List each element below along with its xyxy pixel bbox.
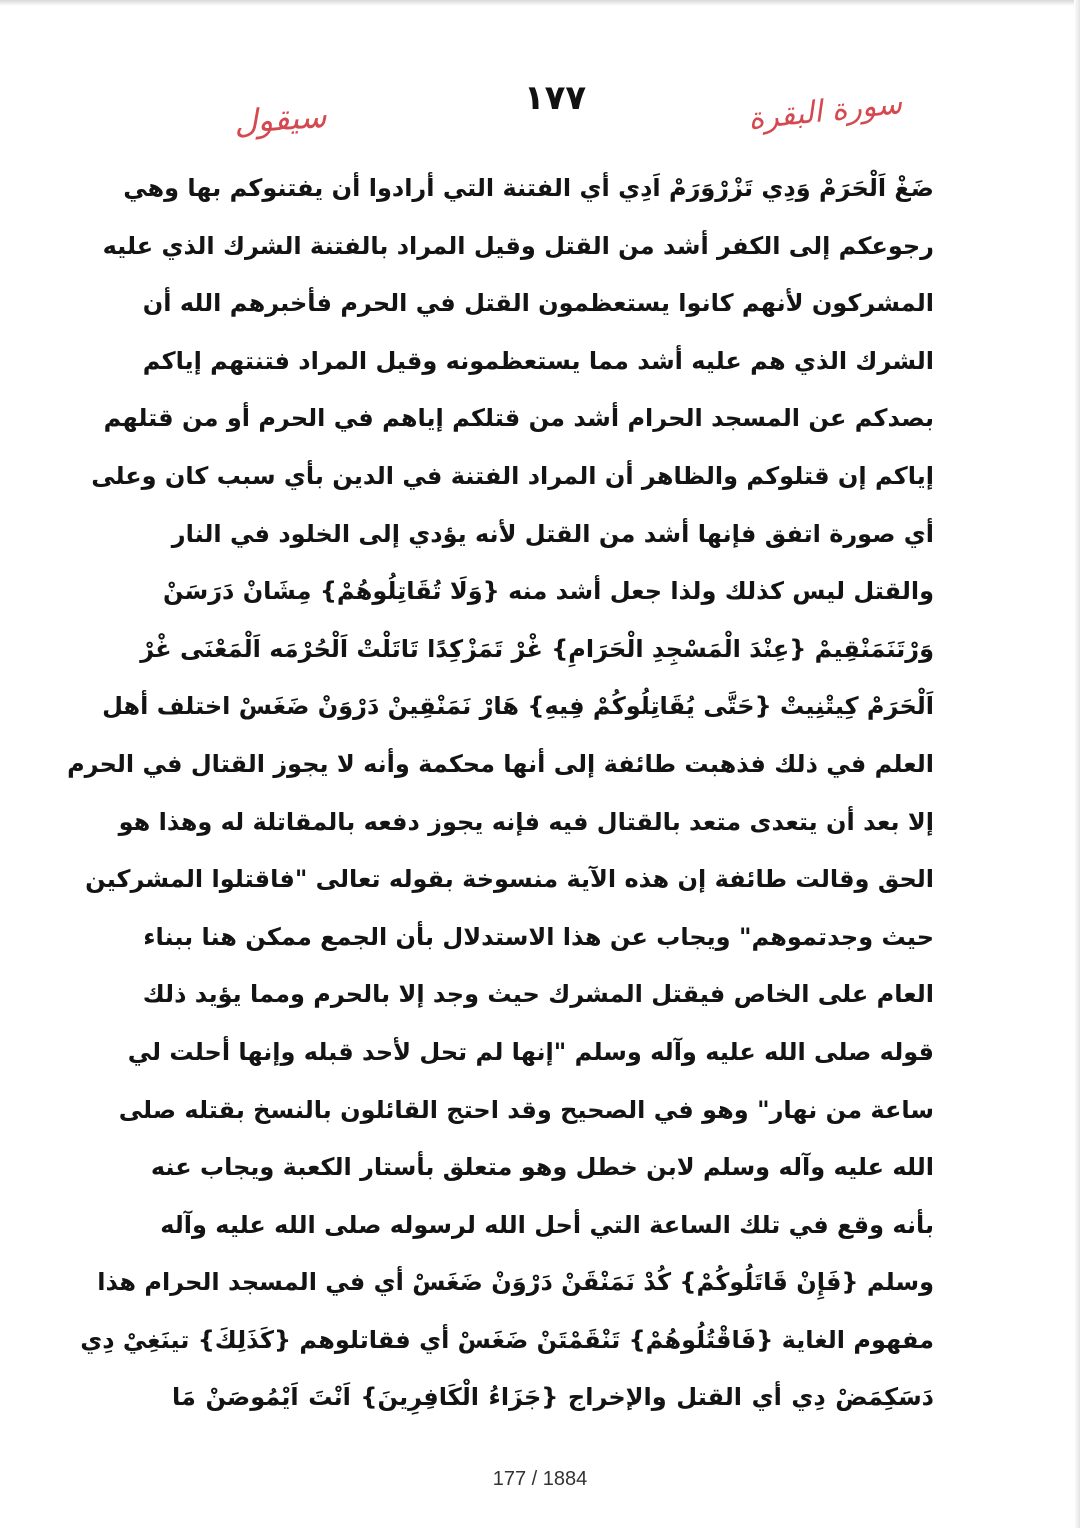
text-line: مفهوم الغاية {فَاقْتُلُوهُمْ} تَنْقَمْتَنْ ضَغَسْ أي فقاتلوهم {كَذَلِكَ} تينَغِيْ دِي xyxy=(80,1325,934,1354)
text-line: حيث وجدتموهم" ويجاب عن هذا الاستدلال بأن الجمع ممكن هنا ببناء xyxy=(143,922,934,951)
text-line: قوله صلى الله عليه وآله وسلم "إنها لم تحل لأحد قبله وإنها أحلت لي xyxy=(127,1037,934,1066)
text-line: بصدكم عن المسجد الحرام أشد من قتلكم إياهم في الحرم أو من قتلهم xyxy=(103,404,934,433)
handwritten-note-surah: سورة البقرة xyxy=(746,86,904,137)
page-edge-right xyxy=(1074,0,1080,1528)
text-line: رجوعكم إلى الكفر أشد من القتل وقيل المراد بالفتنة الشرك الذي عليه xyxy=(102,231,934,260)
text-line: الشرك الذي هم عليه أشد مما يستعظمونه وقيل المراد فتنتهم إياكم xyxy=(142,346,934,375)
text-line: أي صورة اتفق فإنها أشد من القتل لأنه يؤدي إلى الخلود في النار xyxy=(171,519,934,548)
text-line: العلم في ذلك فذهبت طائفة إلى أنها محكمة وأنه لا يجوز القتال في الحرم xyxy=(67,749,934,778)
body-text xyxy=(67,160,934,1427)
text-line: بأنه وقع في تلك الساعة التي أحل الله لرسوله صلى الله عليه وآله xyxy=(160,1210,934,1239)
text-line: الحق وقالت طائفة إن هذه الآية منسوخة بقوله تعالى "فاقتلوا المشركين xyxy=(85,865,934,894)
text-line: المشركون لأنهم كانوا يستعظمون القتل في الحرم فأخبرهم الله أن xyxy=(142,289,934,318)
text-line: والقتل ليس كذلك ولذا جعل أشد منه {وَلَا تُقَاتِلُوهُمْ} مِشَانْ دَرَسَنْ xyxy=(163,577,934,606)
page-counter: 177 / 1884 xyxy=(492,1468,588,1490)
text-line: ضَغْ اَلْحَرَمْ وَدِي تَزْرْوَرَمْ اَدِي أي الفتنة التي أرادوا أن يفتنوكم بها وهي xyxy=(123,174,934,202)
handwritten-note-juz: سيقول xyxy=(232,96,328,142)
text-line: إلا بعد أن يتعدى متعد بالقتال فيه فإنه يجوز دفعه بالمقاتلة له وهذا هو xyxy=(118,807,934,836)
text-line: وَرْتَنَمَنْقِيمْ {عِنْدَ الْمَسْجِدِ الْحَرَامِ} غْرْ تَمَزْكِدًا تَاتَلْتْ اَلْحُرْمَه اَلْمَعْنَى غْرْ xyxy=(140,634,934,663)
text-line: وسلم {فَإِنْ قَاتَلُوكُمْ} كُدْ نَمَنْقَنْ دَرْوَنْ ضَغَسْ أي في المسجد الحرام هذا xyxy=(97,1268,934,1297)
text-line: دَسَكِمَضْ دِي أي القتل والإخراج {جَزَاءُ الْكَافِرِينَ} اَنْتَ اَيْمُوصَنْ مَا xyxy=(172,1383,934,1412)
text-line: الله عليه وآله وسلم لابن خطل وهو متعلق بأستار الكعبة ويجاب عنه xyxy=(150,1153,934,1182)
text-line: العام على الخاص فيقتل المشرك حيث وجد إلا بالحرم ومما يؤيد ذلك xyxy=(142,980,934,1009)
page-edge-top xyxy=(0,0,1080,6)
page-number: ١٧٧ xyxy=(523,78,587,118)
text-line: ساعة من نهار" وهو في الصحيح وقد احتج القائلون بالنسخ بقتله صلى xyxy=(118,1095,934,1124)
text-line: إياكم إن قتلوكم والظاهر أن المراد الفتنة في الدين بأي سبب كان وعلى xyxy=(91,461,934,490)
text-line: اَلْحَرَمْ كِيتْنِيتْ {حَتَّى يُقَاتِلُوكُمْ فِيهِ} هَارْ نَمَنْقِينْ دَرْوَنْ ضَغَسْ اختلف أهل xyxy=(102,692,934,721)
